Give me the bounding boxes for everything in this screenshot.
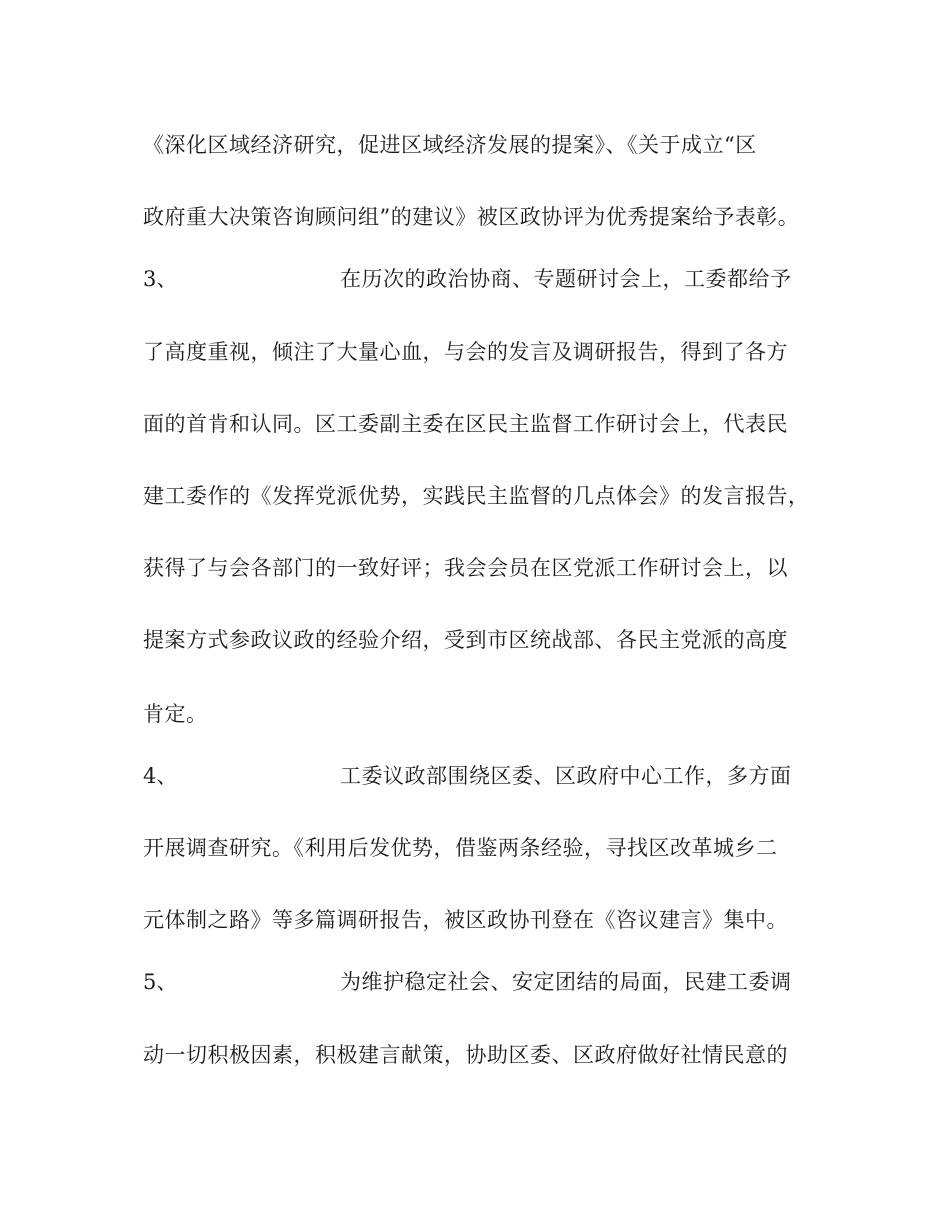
text-line: 面的首肯和认同。区工委副主委在区民主监督工作研讨会上，代表民 [143,412,788,436]
text-line: 提案方式参政议政的经验介绍，受到市区统战部、各民主党派的高度 [143,628,788,652]
text-line: 政府重大决策咨询顾问组”的建议》被区政协评为优秀提案给予表彰。 [143,205,800,229]
text-line: 元体制之路》等多篇调研报告，被区政协刊登在《咨议建言》集中。 [143,908,788,932]
text-line: 开展调查研究。《利用后发优势，借鉴两条经验，寻找区改革城乡二 [143,836,778,860]
item-text: 在历次的政治协商、专题研讨会上，工委都给予 [340,267,792,291]
item-number: 3、 [143,267,178,291]
item-number: 4、 [143,764,178,788]
text-line: 了高度重视，倾注了大量心血，与会的发言及调研报告，得到了各方 [143,340,788,364]
item-text: 工委议政部围绕区委、区政府中心工作，多方面 [340,764,792,788]
text-line: 建工委作的《发挥党派优势，实践民主监督的几点体会》的发言报告， [143,484,810,508]
text-line: 肯定。 [143,702,208,726]
text-line: 《深化区域经济研究，促进区域经济发展的提案》、《关于成立“区 [143,133,757,157]
text-line: 获得了与会各部门的一致好评；我会会员在区党派工作研讨会上，以 [143,556,788,580]
item-number: 5、 [143,970,178,994]
text-line: 动一切积极因素，积极建言献策，协助区委、区政府做好社情民意的 [143,1043,788,1067]
item-text: 为维护稳定社会、安定团结的局面，民建工委调 [340,970,792,994]
